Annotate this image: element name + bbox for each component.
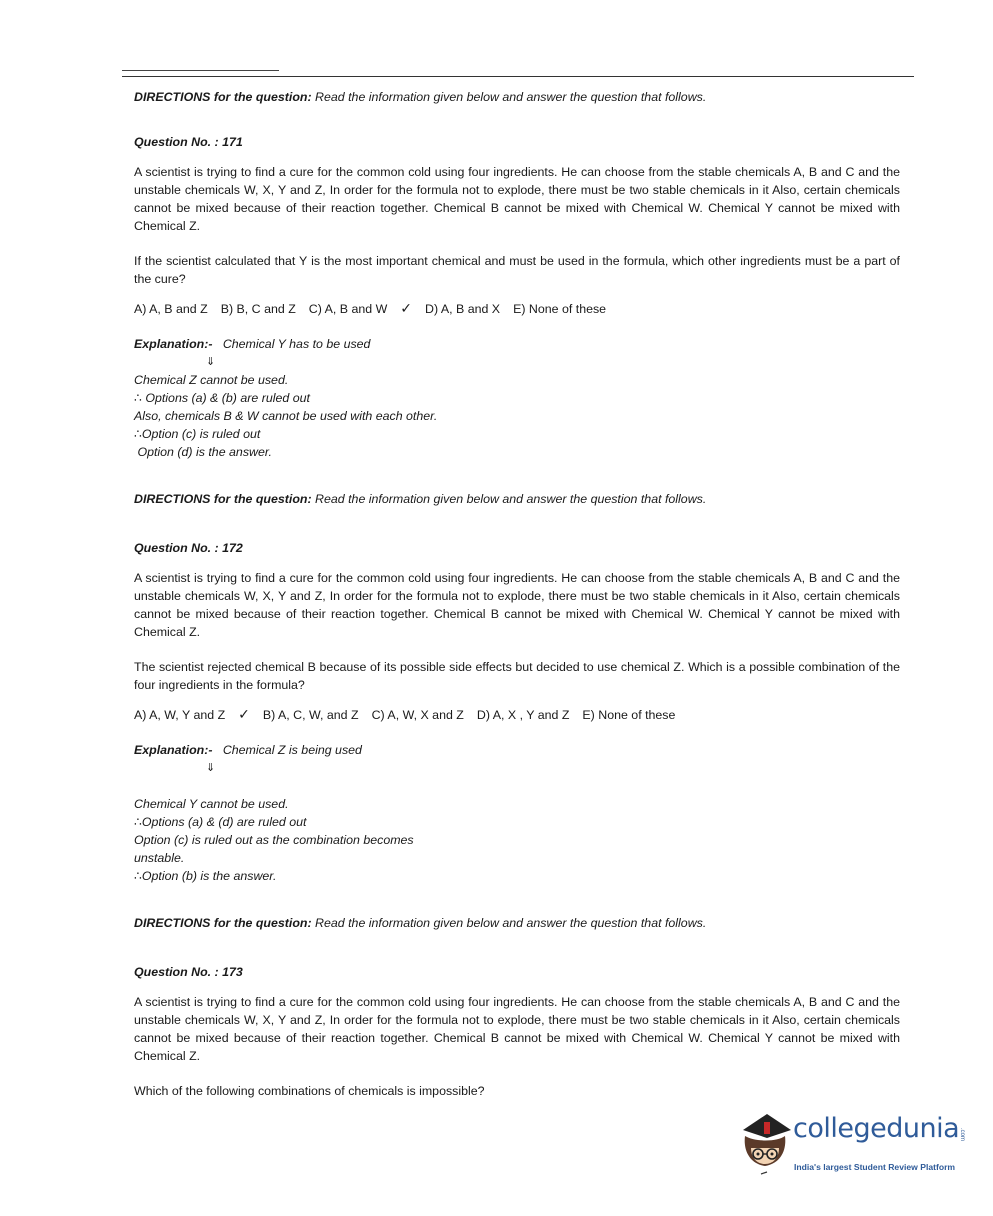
explanation-line: unstable. [134, 851, 185, 865]
down-arrow-icon: ⇓ [206, 762, 216, 774]
option-d: D) A, B and X [425, 302, 501, 316]
directions: DIRECTIONS for the question: Read the information given below and answer the question that follows. [134, 492, 707, 506]
answer-options [134, 299, 900, 318]
question-passage: A scientist is trying to find a cure for the common cold using four ingredients. He can choose from the stable chemicals A, B and C and the unstable chemicals W, X, Y and Z, In order for the formula not to explode, there must be two stable chemicals in it Also, certain chemicals cannot be mixed because of their reaction together. Chemical B cannot be mixed with Chemical W. Chemical Y cannot be mixed with Chemical Z. [134, 995, 900, 1063]
option-c: C) A, B and W [308, 302, 388, 316]
logo-wordmark: collegedunia [793, 1113, 960, 1144]
explanation-line: ∴Options (a) & (d) are ruled out [134, 815, 307, 829]
logo-domain: .com [959, 1128, 965, 1142]
explanation-line: Option (c) is ruled out as the combination becomes [134, 833, 414, 847]
explanation-line: Also, chemicals B & W cannot be used with each other. [134, 409, 438, 423]
document-body [134, 88, 900, 1100]
header-rule-short [122, 70, 279, 71]
option-d: D) A, X , Y and Z [476, 708, 570, 722]
option-e: E) None of these [513, 302, 607, 316]
question-number: Question No. : 173 [134, 965, 243, 979]
collegedunia-logo [737, 1108, 965, 1180]
correct-check-icon: ✓ [400, 300, 412, 316]
correct-check-icon: ✓ [238, 706, 250, 722]
question-number: Question No. : 172 [134, 541, 243, 555]
explanation-heading: Explanation:- Chemical Y has to be used [134, 337, 371, 351]
question-passage: A scientist is trying to find a cure for the common cold using four ingredients. He can choose from the stable chemicals A, B and C and the unstable chemicals W, X, Y and Z, In order for the formula not to explode, there must be two stable chemicals in it Also, certain chemicals cannot be mixed because of their reaction together. Chemical B cannot be mixed with Chemical W. Chemical Y cannot be mixed with Chemical Z. [134, 165, 900, 233]
option-c: C) A, W, X and Z [371, 708, 464, 722]
explanation-heading: Explanation:- Chemical Z is being used [134, 743, 362, 757]
question-text: Which of the following combinations of chemicals is impossible? [134, 1084, 485, 1098]
logo-tagline: India's largest Student Review Platform [794, 1162, 956, 1172]
explanation-line: ∴ Options (a) & (b) are ruled out [134, 391, 310, 405]
explanation-line: Chemical Z cannot be used. [134, 373, 289, 387]
answer-options [134, 705, 900, 724]
explanation-line: ∴Option (c) is ruled out [134, 427, 261, 441]
question-text: The scientist rejected chemical B because of its possible side effects but decided to use chemical Z. Which is a possible combination of the four ingredients in the formula? [134, 660, 900, 692]
option-a: A) A, W, Y and Z [134, 708, 226, 722]
explanation-line: ∴Option (b) is the answer. [134, 869, 277, 883]
mascot-icon [737, 1108, 793, 1180]
directions: DIRECTIONS for the question: Read the information given below and answer the question that follows. [134, 90, 707, 104]
directions: DIRECTIONS for the question: Read the information given below and answer the question that follows. [134, 916, 707, 930]
option-a: A) A, B and Z [134, 302, 208, 316]
question-passage: A scientist is trying to find a cure for the common cold using four ingredients. He can choose from the stable chemicals A, B and C and the unstable chemicals W, X, Y and Z, In order for the formula not to explode, there must be two stable chemicals in it Also, certain chemicals cannot be mixed because of their reaction together. Chemical B cannot be mixed with Chemical W. Chemical Y cannot be mixed with Chemical Z. [134, 571, 900, 639]
explanation-line: Chemical Y cannot be used. [134, 797, 289, 811]
option-b: B) A, C, W, and Z [262, 708, 359, 722]
question-number: Question No. : 171 [134, 135, 243, 149]
header-rule [122, 76, 914, 77]
down-arrow-icon: ⇓ [206, 356, 216, 368]
option-b: B) B, C and Z [220, 302, 296, 316]
question-text: If the scientist calculated that Y is the most important chemical and must be used in the formula, which other ingredients must be a part of the cure? [134, 254, 900, 286]
explanation-line: Option (d) is the answer. [134, 445, 272, 459]
option-e: E) None of these [582, 708, 676, 722]
